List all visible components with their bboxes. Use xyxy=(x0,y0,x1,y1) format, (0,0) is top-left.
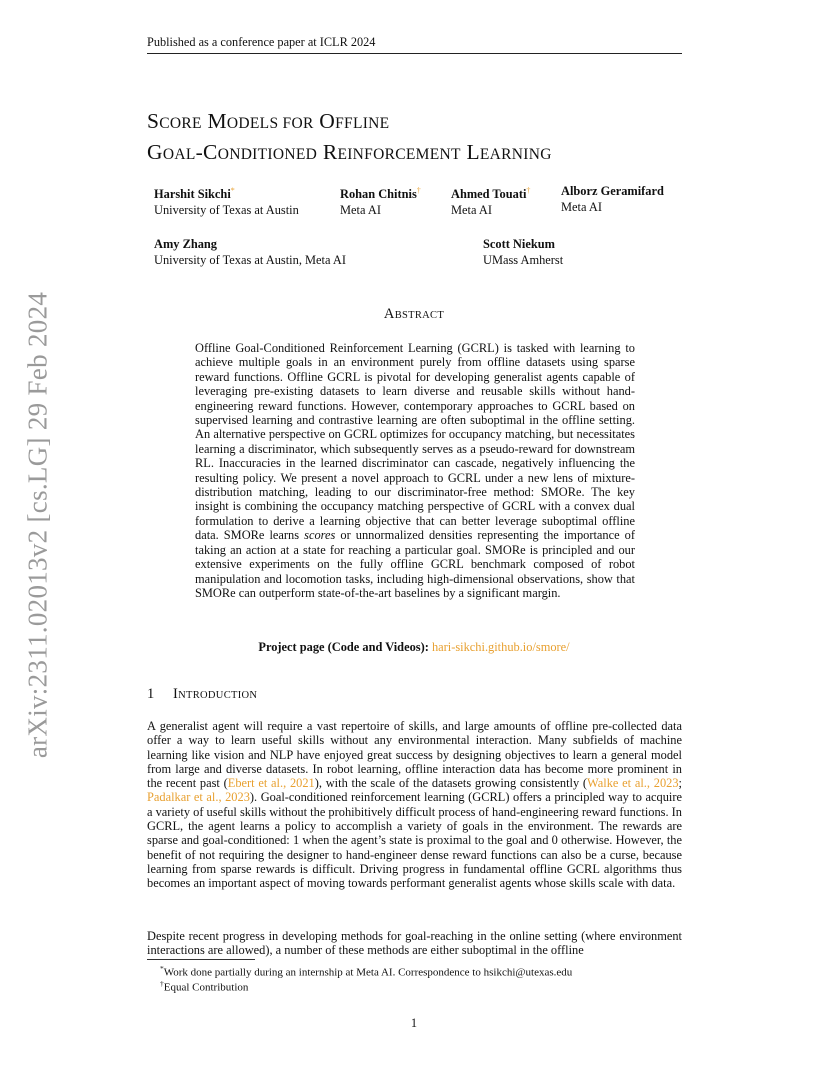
title-line-1: SCORE MODELS FOR OFFLINE xyxy=(147,109,390,133)
paper-title xyxy=(147,107,552,169)
author-block xyxy=(154,236,346,268)
intro-paragraph-2: Despite recent progress in developing methods for goal-reaching in the online setting (where environment interactions are allowed), a number of these methods are either suboptimal in the offline xyxy=(147,929,682,958)
emphasis: scores xyxy=(304,528,336,543)
citation-link[interactable]: Walke et al., 2023 xyxy=(587,776,679,791)
author-affiliation: Meta AI xyxy=(561,200,602,214)
intro-paragraph-1: A generalist agent will require a vast repertoire of skills, and large amounts of offline pre-collected data offer a way to learn useful skills without any environmental interaction. Many subfields of machine learning like vision and NLP have enjoyed great success by designing objectives to learn a general model from large and diverse datasets. In robot learning, offline interaction data has become more prominent in the recent past (Ebert et al., 2021), with the scale of the datasets growing consistently (Walke et al., 2023; Padalkar et al., 2023). Goal-conditioned reinforcement learning (GCRL) offers a principled way to acquire a variety of useful skills without the prohibitively difficult process of hand-engineering reward functions. In GCRL, the agent learns a policy to accomplish a variety of goals in the environment. The rewards are sparse and goal-conditioned: 1 when the agent’s state is proximal to the goal and 0 otherwise. However, the benefit of not requiring the designer to hand-engineer dense reward functions can also be a curse, because learning from sparse rewards is difficult. Driving progress in fundamental offline GCRL algorithms thus becomes an important aspect of moving towards performant generalist agents whose skills scale with data. xyxy=(147,719,682,891)
author-block xyxy=(483,236,563,268)
section-number: 1 xyxy=(147,686,155,702)
author-block xyxy=(451,183,530,218)
arxiv-stamp: arXiv:2311.02013v2 [cs.LG] 29 Feb 2024 xyxy=(22,291,53,759)
author-name: Alborz Geramifard xyxy=(561,184,664,198)
author-name: Scott Niekum xyxy=(483,237,555,251)
project-page-line xyxy=(0,640,828,655)
author-affiliation: University of Texas at Austin xyxy=(154,203,299,218)
abstract-heading: ABSTRACT xyxy=(383,306,445,322)
author-affiliation: Meta AI xyxy=(451,203,492,218)
author-name: Harshit Sikchi* xyxy=(154,186,235,202)
footnote: *Work done partially during an internship at Meta AI. Correspondence to hsikchi@utexas.edu xyxy=(160,964,573,979)
author-affiliation: University of Texas at Austin, Meta AI xyxy=(154,253,346,267)
section-heading: 1 INTRODUCTION xyxy=(147,686,258,702)
running-header: Published as a conference paper at ICLR 2024 xyxy=(147,35,376,49)
author-affiliation: UMass Amherst xyxy=(483,253,564,267)
footnote: †Equal Contribution xyxy=(160,979,249,994)
author-name: Amy Zhang xyxy=(154,237,217,251)
author-name: Rohan Chitnis† xyxy=(340,186,421,202)
project-page-label: Project page (Code and Videos): xyxy=(258,640,429,654)
author-block xyxy=(340,183,421,218)
citation-link[interactable]: Ebert et al., 2021 xyxy=(227,776,315,791)
author-block xyxy=(561,183,664,215)
author-affiliation: Meta AI xyxy=(340,203,381,218)
page-number: 1 xyxy=(410,1016,418,1030)
footnote-rule xyxy=(147,959,255,960)
arxiv-stamp-container xyxy=(8,290,68,760)
author-block xyxy=(154,183,299,218)
header-rule xyxy=(147,53,682,54)
title-line-2: GOAL-CONDITIONED REINFORCEMENT LEARNING xyxy=(147,140,552,164)
citation-link[interactable]: Padalkar et al., 2023 xyxy=(147,790,250,805)
abstract-body: Offline Goal-Conditioned Reinforcement Learning (GCRL) is tasked with learning to achieve multiple goals in an environment purely from offline datasets using sparse reward functions. Offline GCRL is pivotal for developing generalist agents capable of leveraging pre-existing datasets to learn diverse and reusable skills without hand-engineering reward functions. However, contemporary approaches to GCRL based on supervised learning and contrastive learning are often suboptimal in the offline setting. An alternative perspective on GCRL optimizes for occupancy matching, but necessitates learning a discriminator, which subsequently serves as a pseudo-reward for downstream RL. Inaccuracies in the learned discriminator can cascade, negatively influencing the resulting policy. We present a novel approach to GCRL under a new lens of mixture-distribution matching, leading to our discriminator-free method: SMORe. The key insight is combining the occupancy matching perspective of GCRL with a convex dual formulation to derive a learning objective that can better leverage suboptimal offline data. SMORe learns scores or unnormalized densities representing the importance of taking an action at a state for reaching a particular goal. SMORe is principled and our extensive experiments on the fully offline GCRL benchmark composed of robot manipulation and locomotion tasks, including high-dimensional observations, show that SMORe can outperform state-of-the-art baselines by a significant margin. xyxy=(195,341,635,600)
author-name: Ahmed Touati† xyxy=(451,186,531,202)
project-page-link[interactable]: hari-sikchi.github.io/smore/ xyxy=(431,640,570,654)
